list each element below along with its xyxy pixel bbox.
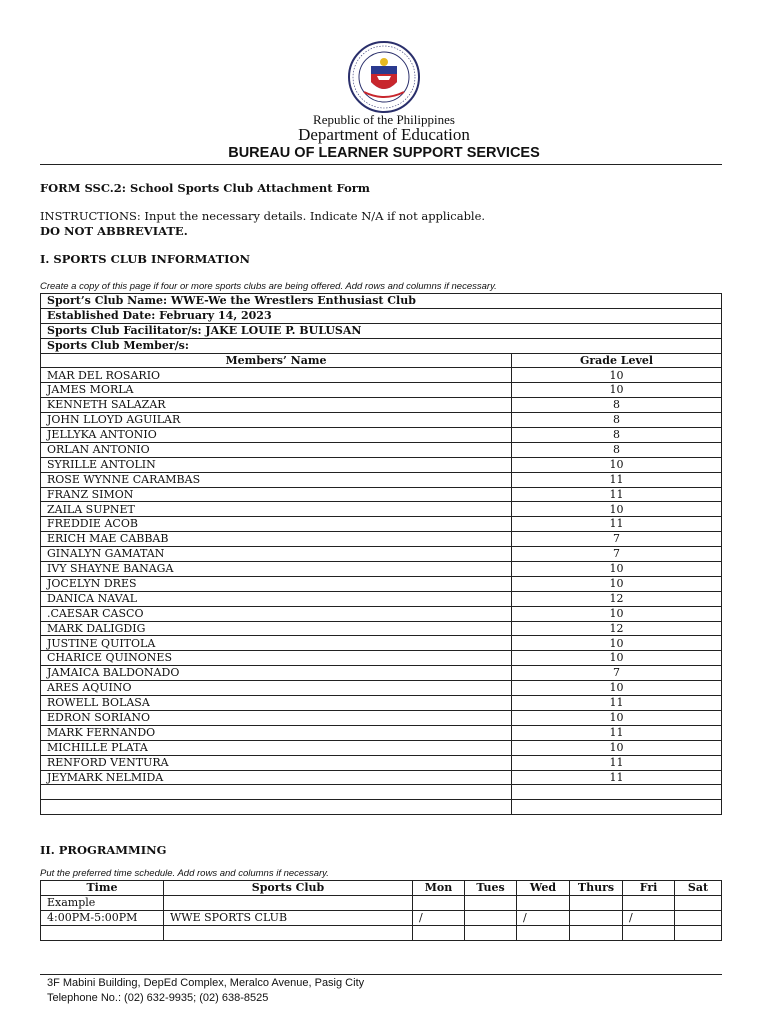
schedule-cell[interactable] xyxy=(623,895,675,910)
member-grade-cell[interactable]: 10 xyxy=(512,576,722,591)
members-label-cell: Sports Club Member/s: xyxy=(41,338,722,353)
schedule-cell[interactable] xyxy=(623,925,675,940)
member-grade-cell[interactable]: 7 xyxy=(512,532,722,547)
member-grade-cell[interactable]: 10 xyxy=(512,651,722,666)
schedule-cell[interactable]: / xyxy=(413,910,465,925)
member-grade-cell[interactable] xyxy=(512,800,722,815)
member-row xyxy=(41,398,722,413)
member-row xyxy=(41,457,722,472)
member-grade-cell[interactable]: 10 xyxy=(512,457,722,472)
member-grade-cell[interactable]: 10 xyxy=(512,502,722,517)
member-name-cell[interactable]: ORLAN ANTONIO xyxy=(41,442,512,457)
schedule-cell[interactable] xyxy=(570,910,623,925)
member-name-cell[interactable]: DANICA NAVAL xyxy=(41,591,512,606)
member-grade-cell[interactable]: 8 xyxy=(512,413,722,428)
member-row xyxy=(41,413,722,428)
member-grade-cell[interactable]: 10 xyxy=(512,740,722,755)
member-row xyxy=(41,562,722,577)
schedule-cell[interactable]: / xyxy=(517,910,570,925)
member-grade-cell[interactable]: 10 xyxy=(512,636,722,651)
schedule-column-header: Tues xyxy=(465,881,517,896)
member-row xyxy=(41,785,722,800)
member-grade-cell[interactable]: 12 xyxy=(512,591,722,606)
republic-text: Republic of the Philippines xyxy=(313,112,455,127)
member-name-cell[interactable]: ZAILA SUPNET xyxy=(41,502,512,517)
member-grade-cell[interactable]: 11 xyxy=(512,770,722,785)
member-grade-cell[interactable]: 10 xyxy=(512,383,722,398)
schedule-cell[interactable] xyxy=(41,925,164,940)
club-name-cell[interactable]: Sport’s Club Name: WWE-We the Wrestlers Enthusiast Club xyxy=(41,294,722,309)
member-name-cell[interactable]: MICHILLE PLATA xyxy=(41,740,512,755)
schedule-column-header: Fri xyxy=(623,881,675,896)
member-name-cell[interactable]: ROWELL BOLASA xyxy=(41,696,512,711)
member-grade-cell[interactable]: 7 xyxy=(512,666,722,681)
member-grade-cell[interactable]: 11 xyxy=(512,472,722,487)
member-name-cell[interactable]: MAR DEL ROSARIO xyxy=(41,368,512,383)
schedule-cell[interactable] xyxy=(675,925,722,940)
schedule-row xyxy=(41,910,722,925)
form-title: FORM SSC.2: School Sports Club Attachment Form xyxy=(40,181,370,195)
schedule-column-header: Mon xyxy=(413,881,465,896)
schedule-column-header: Thurs xyxy=(570,881,623,896)
member-name-cell[interactable]: ROSE WYNNE CARAMBAS xyxy=(41,472,512,487)
member-row xyxy=(41,502,722,517)
member-name-cell[interactable]: IVY SHAYNE BANAGA xyxy=(41,562,512,577)
footer-address: 3F Mabini Building, DepEd Complex, Meralco Avenue, Pasig City xyxy=(47,977,365,989)
schedule-column-header: Time xyxy=(41,881,164,896)
member-row xyxy=(41,591,722,606)
schedule-cell[interactable] xyxy=(413,925,465,940)
member-name-cell[interactable]: KENNETH SALAZAR xyxy=(41,398,512,413)
member-row xyxy=(41,472,722,487)
schedule-cell[interactable]: WWE SPORTS CLUB xyxy=(164,910,413,925)
member-row xyxy=(41,696,722,711)
schedule-column-header: Wed xyxy=(517,881,570,896)
member-name-cell[interactable]: FRANZ SIMON xyxy=(41,487,512,502)
sports-club-table xyxy=(40,293,722,815)
member-name-cell[interactable]: FREDDIE ACOB xyxy=(41,517,512,532)
member-grade-cell[interactable]: 11 xyxy=(512,696,722,711)
schedule-cell[interactable]: 4:00PM-5:00PM xyxy=(41,910,164,925)
schedule-cell[interactable] xyxy=(465,925,517,940)
member-row xyxy=(41,666,722,681)
member-grade-cell[interactable]: 11 xyxy=(512,725,722,740)
member-row xyxy=(41,800,722,815)
member-name-cell[interactable] xyxy=(41,800,512,815)
member-row xyxy=(41,710,722,725)
member-name-cell[interactable]: RENFORD VENTURA xyxy=(41,755,512,770)
member-row xyxy=(41,681,722,696)
schedule-cell[interactable] xyxy=(465,895,517,910)
schedule-cell[interactable] xyxy=(465,910,517,925)
member-name-cell[interactable]: MARK DALIGDIG xyxy=(41,621,512,636)
member-name-cell[interactable]: MARK FERNANDO xyxy=(41,725,512,740)
member-grade-cell[interactable]: 10 xyxy=(512,368,722,383)
member-row xyxy=(41,383,722,398)
member-grade-cell[interactable]: 11 xyxy=(512,755,722,770)
schedule-row xyxy=(41,895,722,910)
members-name-header: Members’ Name xyxy=(41,353,512,368)
member-name-cell[interactable]: JUSTINE QUITOLA xyxy=(41,636,512,651)
member-grade-cell[interactable] xyxy=(512,785,722,800)
section-2-note: Put the preferred time schedule. Add rows and columns if necessary. xyxy=(40,868,329,879)
section-1-note: Create a copy of this page if four or more sports clubs are being offered. Add rows and columns if necessary. xyxy=(40,281,497,292)
member-name-cell[interactable]: JAMES MORLA xyxy=(41,383,512,398)
section-2-number: II. xyxy=(40,843,55,857)
schedule-cell[interactable] xyxy=(570,925,623,940)
schedule-cell[interactable] xyxy=(570,895,623,910)
member-row xyxy=(41,547,722,562)
member-name-cell[interactable]: JAMAICA BALDONADO xyxy=(41,666,512,681)
member-name-cell[interactable]: SYRILLE ANTOLIN xyxy=(41,457,512,472)
schedule-cell[interactable] xyxy=(517,925,570,940)
member-row xyxy=(41,651,722,666)
member-name-cell[interactable]: ARES AQUINO xyxy=(41,681,512,696)
member-grade-cell[interactable]: 8 xyxy=(512,428,722,443)
established-date-cell[interactable]: Established Date: February 14, 2023 xyxy=(41,308,722,323)
member-row xyxy=(41,368,722,383)
member-name-cell[interactable]: EDRON SORIANO xyxy=(41,710,512,725)
schedule-cell[interactable] xyxy=(164,925,413,940)
member-row xyxy=(41,755,722,770)
member-grade-cell[interactable]: 11 xyxy=(512,517,722,532)
member-row xyxy=(41,636,722,651)
member-grade-cell[interactable]: 8 xyxy=(512,442,722,457)
section-1-heading: I. SPORTS CLUB INFORMATION xyxy=(40,252,251,266)
member-name-cell[interactable]: JOCELYN DRES xyxy=(41,576,512,591)
schedule-cell[interactable] xyxy=(675,910,722,925)
member-name-cell[interactable]: ERICH MAE CABBAB xyxy=(41,532,512,547)
footer-phone: Telephone No.: (02) 632-9935; (02) 638-8525 xyxy=(47,992,269,1004)
schedule-row xyxy=(41,925,722,940)
member-grade-cell[interactable]: 10 xyxy=(512,681,722,696)
member-row xyxy=(41,770,722,785)
section-2-heading xyxy=(40,843,166,857)
member-grade-cell[interactable]: 10 xyxy=(512,562,722,577)
member-name-cell[interactable]: GINALYN GAMATAN xyxy=(41,547,512,562)
schedule-cell[interactable]: / xyxy=(623,910,675,925)
schedule-cell[interactable] xyxy=(517,895,570,910)
member-name-cell[interactable]: JELLYKA ANTONIO xyxy=(41,428,512,443)
deped-seal-logo xyxy=(347,40,421,114)
programming-schedule-table xyxy=(40,880,722,941)
member-row xyxy=(41,517,722,532)
schedule-cell[interactable] xyxy=(164,895,413,910)
schedule-cell[interactable] xyxy=(413,895,465,910)
member-row xyxy=(41,428,722,443)
member-grade-cell[interactable]: 7 xyxy=(512,547,722,562)
schedule-column-header: Sports Club xyxy=(164,881,413,896)
header-divider xyxy=(40,164,722,165)
facilitator-cell[interactable]: Sports Club Facilitator/s: JAKE LOUIE P. BULUSAN xyxy=(41,323,722,338)
bureau-title: BUREAU OF LEARNER SUPPORT SERVICES xyxy=(228,145,540,161)
member-row xyxy=(41,532,722,547)
member-grade-cell[interactable]: 8 xyxy=(512,398,722,413)
member-row xyxy=(41,606,722,621)
department-text: Department of Education xyxy=(298,125,470,144)
schedule-cell[interactable] xyxy=(675,895,722,910)
member-grade-cell[interactable]: 12 xyxy=(512,621,722,636)
member-row xyxy=(41,740,722,755)
member-row xyxy=(41,621,722,636)
member-row xyxy=(41,576,722,591)
member-grade-cell[interactable]: 10 xyxy=(512,606,722,621)
section-2-title: PROGRAMMING xyxy=(58,843,167,857)
instructions-text: INSTRUCTIONS: Input the necessary details. Indicate N/A if not applicable. xyxy=(40,209,486,223)
member-row xyxy=(41,487,722,502)
member-grade-cell[interactable]: 10 xyxy=(512,710,722,725)
schedule-column-header: Sat xyxy=(675,881,722,896)
member-name-cell[interactable] xyxy=(41,785,512,800)
grade-level-header: Grade Level xyxy=(512,353,722,368)
member-row xyxy=(41,725,722,740)
member-name-cell[interactable]: JOHN LLOYD AGUILAR xyxy=(41,413,512,428)
schedule-cell[interactable]: Example xyxy=(41,895,164,910)
member-name-cell[interactable]: CHARICE QUINONES xyxy=(41,651,512,666)
member-name-cell[interactable]: JEYMARK NELMIDA xyxy=(41,770,512,785)
member-grade-cell[interactable]: 11 xyxy=(512,487,722,502)
member-row xyxy=(41,442,722,457)
footer-divider xyxy=(40,974,722,975)
no-abbreviate-text: DO NOT ABBREVIATE. xyxy=(40,224,188,238)
member-name-cell[interactable]: .CAESAR CASCO xyxy=(41,606,512,621)
